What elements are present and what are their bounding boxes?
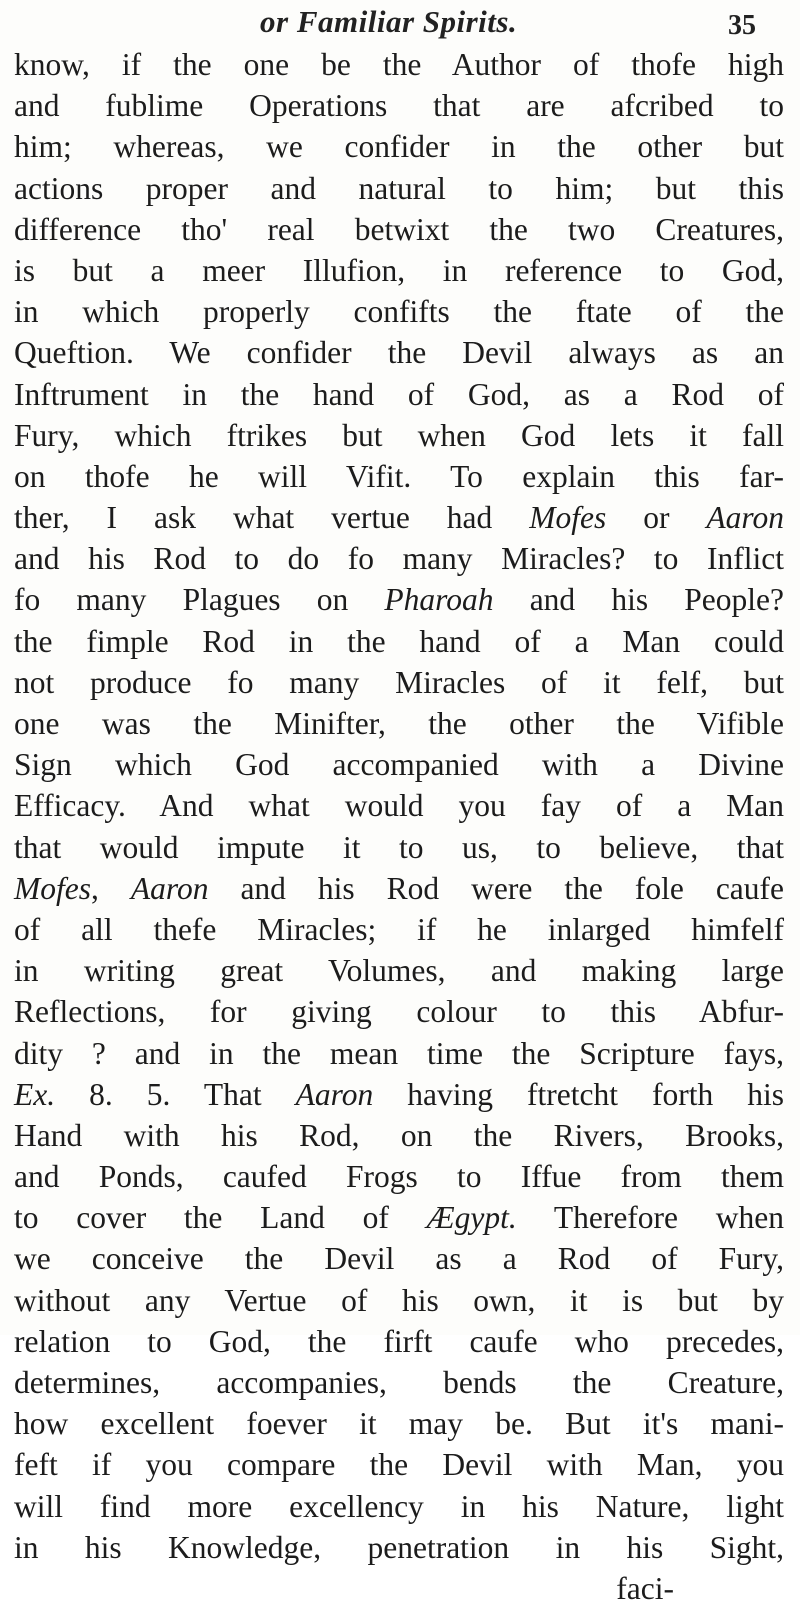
text-run: without any Vertue of his own, it is but by bbox=[14, 1282, 784, 1318]
text-run: ther, I ask what vertue had bbox=[14, 500, 530, 536]
italic-text-run: Aaron bbox=[706, 500, 784, 536]
page-number: 35 bbox=[728, 10, 756, 41]
text-run: , bbox=[90, 870, 131, 906]
text-run: in which properly confifts the ftate of the bbox=[14, 294, 784, 330]
text-line bbox=[14, 1527, 784, 1568]
text-line bbox=[14, 621, 784, 662]
text-run: how excellent foever it may be. But it's mani- bbox=[14, 1406, 784, 1442]
text-line bbox=[14, 950, 784, 991]
text-line bbox=[14, 1403, 784, 1444]
text-run: on thofe he will Vifit. To explain this far- bbox=[14, 458, 784, 494]
text-line bbox=[14, 1444, 784, 1485]
text-run: Therefore when bbox=[516, 1200, 784, 1236]
text-run: Sign which God accompanied with a Divine bbox=[14, 747, 784, 783]
text-line bbox=[14, 374, 784, 415]
text-line bbox=[14, 44, 784, 85]
text-line bbox=[14, 827, 784, 868]
text-line bbox=[14, 1568, 784, 1609]
text-run: him; whereas, we confider in the other but bbox=[14, 129, 784, 165]
text-run: one was the Minifter, the other the Vifible bbox=[14, 706, 784, 741]
text-run: Fury, which ftrikes but when God lets it fall bbox=[14, 417, 784, 453]
text-run: 8. 5. That bbox=[55, 1076, 296, 1112]
text-line bbox=[14, 744, 784, 785]
text-run: and Ponds, caufed Frogs to Iffue from them bbox=[14, 1159, 784, 1195]
text-line bbox=[14, 868, 784, 909]
italic-text-run: Mofes bbox=[14, 870, 91, 906]
text-line bbox=[14, 662, 784, 703]
text-run: relation to God, the firft caufe who precedes, bbox=[14, 1323, 784, 1359]
text-run: faci- bbox=[616, 1570, 674, 1606]
body-text bbox=[14, 44, 784, 1609]
text-line bbox=[14, 1115, 784, 1156]
text-line bbox=[14, 1321, 784, 1362]
italic-text-run: Mofes bbox=[529, 500, 607, 536]
text-line bbox=[14, 1280, 784, 1321]
text-run: and fublime Operations that are afcribed to bbox=[14, 88, 784, 124]
text-line bbox=[14, 291, 784, 332]
text-line bbox=[14, 250, 784, 291]
text-line bbox=[14, 85, 784, 126]
text-line bbox=[14, 579, 784, 620]
text-line bbox=[14, 1486, 784, 1527]
text-run: fo many Plagues on bbox=[14, 582, 385, 618]
text-run: the fimple Rod in the hand of a Man could bbox=[14, 623, 784, 659]
text-run: Efficacy. And what would you fay of a Man bbox=[14, 788, 784, 824]
text-line bbox=[14, 1362, 784, 1403]
text-run: in writing great Volumes, and making large bbox=[14, 953, 784, 989]
text-line bbox=[14, 497, 784, 538]
text-run: we conceive the Devil as a Rod of Fury, bbox=[14, 1241, 784, 1277]
text-run: is but a meer Illufion, in reference to God, bbox=[14, 252, 784, 288]
text-line bbox=[14, 126, 784, 167]
text-line bbox=[14, 785, 784, 826]
text-run: Reflections, for giving colour to this Abfur- bbox=[14, 994, 784, 1030]
text-line bbox=[14, 909, 784, 950]
text-run: Hand with his Rod, on the Rivers, Brooks, bbox=[14, 1117, 784, 1153]
text-line bbox=[14, 168, 784, 209]
text-line bbox=[14, 1197, 784, 1238]
text-line bbox=[14, 1033, 784, 1074]
italic-text-run: Ægypt. bbox=[426, 1200, 517, 1236]
text-run: know, if the one be the Author of thofe high bbox=[14, 47, 784, 82]
text-run: actions proper and natural to him; but this bbox=[14, 170, 784, 206]
italic-text-run: Pharoah bbox=[384, 582, 494, 618]
text-run: having ftretcht forth his bbox=[373, 1076, 784, 1112]
running-title: or Familiar Spirits. bbox=[260, 4, 518, 39]
text-run: will find more excellency in his Nature, light bbox=[14, 1488, 784, 1524]
text-run: Queftion. We confider the Devil always as an bbox=[14, 335, 784, 371]
text-run: and his Rod were the fole caufe bbox=[208, 870, 785, 906]
italic-text-run: Aaron bbox=[295, 1076, 374, 1112]
text-line bbox=[14, 332, 784, 373]
text-line bbox=[14, 209, 784, 250]
text-run: and his Rod to do fo many Miracles? to Inflict bbox=[14, 541, 784, 577]
text-line bbox=[14, 1238, 784, 1279]
text-line bbox=[14, 703, 784, 744]
text-run: of all thefe Miracles; if he inlarged himfelf bbox=[14, 911, 784, 947]
text-line bbox=[14, 456, 784, 497]
italic-text-run: Ex. bbox=[14, 1076, 56, 1112]
italic-text-run: Aaron bbox=[130, 870, 209, 906]
text-line bbox=[14, 415, 784, 456]
text-run: Inftrument in the hand of God, as a Rod of bbox=[14, 376, 784, 412]
text-line bbox=[14, 991, 784, 1032]
text-run: or bbox=[606, 500, 707, 536]
text-run: and his People? bbox=[493, 582, 784, 618]
text-run: that would impute it to us, to believe, that bbox=[14, 829, 784, 865]
text-line bbox=[14, 538, 784, 579]
text-run: dity ? and in the mean time the Scripture fays, bbox=[14, 1035, 784, 1071]
text-run: feft if you compare the Devil with Man, you bbox=[14, 1447, 784, 1483]
text-line bbox=[14, 1074, 784, 1115]
text-line bbox=[14, 1156, 784, 1197]
text-run: in his Knowledge, penetration in his Sight, bbox=[14, 1529, 784, 1565]
text-run: to cover the Land of bbox=[14, 1200, 427, 1236]
text-run: determines, accompanies, bends the Creature, bbox=[14, 1365, 784, 1400]
text-run: difference tho' real betwixt the two Creatures, bbox=[14, 211, 784, 247]
running-head bbox=[0, 4, 800, 44]
text-run: not produce fo many Miracles of it felf, but bbox=[14, 664, 784, 700]
